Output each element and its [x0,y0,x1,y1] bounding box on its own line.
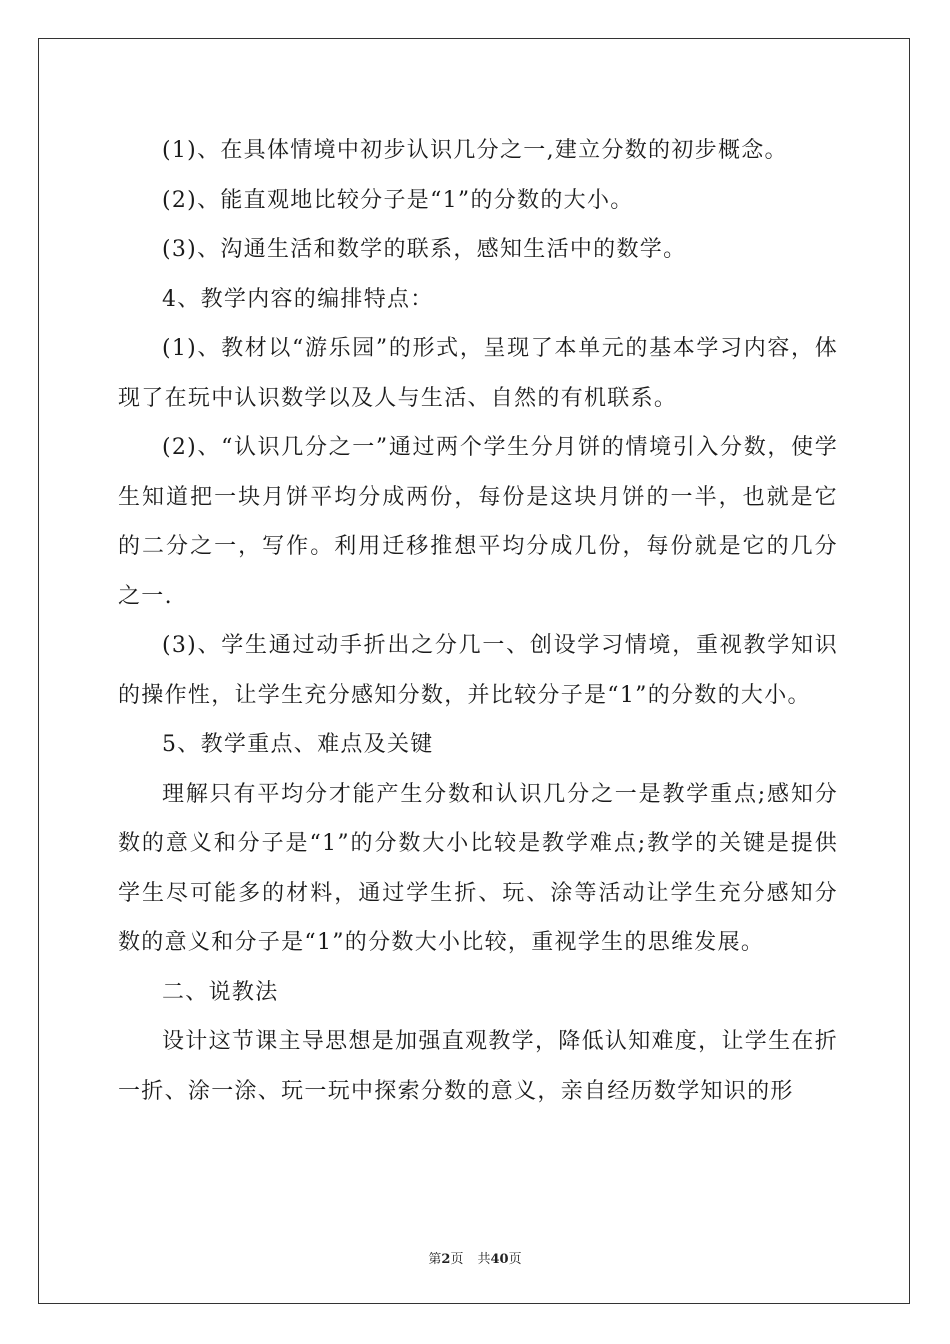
total-pages: 40 [490,1252,509,1267]
section-heading: 5、教学重点、难点及关键 [162,732,434,757]
paragraph: 设计这节课主导思想是加强直观教学，降低认知难度，让学生在折一折、涂一涂、玩一玩中探索分数的意义，亲自经历数学知识的形 [118,1029,838,1104]
paragraph: (2)、“认识几分之一”通过两个学生分月饼的情境引入分数，使学生知道把一块月饼平均分成两份，每份是这块月饼的一半，也就是它的二分之一，写作。利用迁移推想平均分成几份，每份就是它的几分之一. [118,435,838,609]
paragraph: (1)、教材以“游乐园”的形式，呈现了本单元的基本学习内容，体现了在玩中认识数学以及人与生活、自然的有机联系。 [118,336,838,411]
paragraph: 理解只有平均分才能产生分数和认识几分之一是教学重点;感知分数的意义和分子是“1”的分数大小比较是教学难点;教学的关键是提供学生尽可能多的材料，通过学生折、玩、涂等活动让学生充分感知分数的意义和分子是“1”的分数大小比较，重视学生的思维发展。 [118,781,838,955]
paragraph: (3)、沟通生活和数学的联系，感知生活中的数学。 [162,237,687,262]
section-heading: 二、说教法 [162,979,279,1005]
section-heading: 4、教学内容的编排特点： [162,286,434,312]
page-suffix: 页 [450,1252,464,1267]
total-prefix: 共 [477,1252,491,1267]
paragraph: (3)、学生通过动手折出之分几一、创设学习情境，重视教学知识的操作性，让学生充分感知分数，并比较分子是“1”的分数的大小。 [118,633,838,708]
page-number: 2 [441,1252,451,1267]
page-footer [0,1248,950,1267]
document-body [118,126,838,1116]
paragraph: (2)、能直观地比较分子是“1”的分数的大小。 [162,187,634,213]
total-suffix: 页 [508,1252,522,1267]
paragraph: (1)、在具体情境中初步认识几分之一,建立分数的初步概念。 [162,138,788,163]
page-prefix: 第 [428,1252,442,1267]
